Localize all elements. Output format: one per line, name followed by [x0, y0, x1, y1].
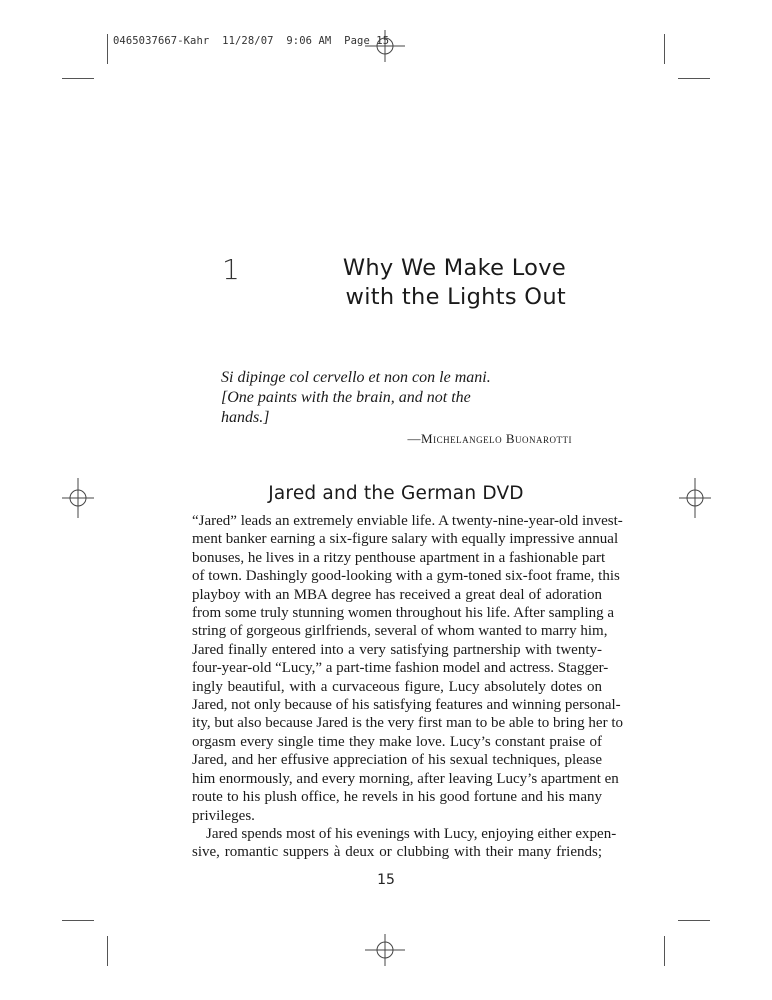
body-line: privileges. [192, 807, 255, 824]
body-line: him enormously, and every morning, after leaving Lucy’s apartment en [192, 770, 619, 787]
body-line: “Jared” leads an extremely enviable life. A twenty-nine-year-old invest- [192, 513, 623, 529]
epigraph [221, 368, 521, 428]
body-line: Jared, and her effusive appreciation of his sexual techniques, please [192, 752, 602, 769]
registration-mark-right-icon [675, 478, 715, 518]
crop-mark-top-left-horizontal [62, 78, 94, 79]
body-line: Jared, not only because of his satisfying features and winning personal- [192, 697, 621, 714]
registration-mark-bottom-icon [365, 930, 405, 970]
body-line: string of gorgeous girlfriends, several of whom wanted to marry him, [192, 623, 608, 640]
epigraph-attribution: —Michelangelo Buonarotti [407, 431, 572, 446]
body-line: bonuses, he lives in a ritzy penthouse apartment in a fashionable part [192, 549, 606, 566]
body-line: of town. Dashingly good-looking with a gym-toned six-foot frame, this [192, 568, 620, 585]
registration-mark-left-icon [58, 478, 98, 518]
crop-mark-bottom-left-horizontal [62, 920, 94, 921]
epigraph-line: [One paints with the brain, and not the [221, 389, 471, 406]
crop-mark-bottom-left-vertical [107, 936, 108, 966]
body-line: ity, but also because Jared is the very first man to be able to bring her to [192, 715, 623, 732]
body-line: playboy with an MBA degree has received a great deal of adoration [192, 586, 602, 603]
crop-mark-top-right-horizontal [678, 78, 710, 79]
epigraph-line: hands.] [221, 409, 270, 426]
crop-mark-top-left-vertical [107, 34, 108, 64]
crop-mark-bottom-right-horizontal [678, 920, 710, 921]
chapter-number: 1 [222, 253, 240, 286]
body-line: from some truly stunning women throughout his life. After sampling a [192, 605, 615, 622]
body-line: orgasm every single time they make love. Lucy’s constant praise of [192, 733, 602, 750]
epigraph-line: Si dipinge col cervello et non con le mani. [221, 369, 491, 386]
chapter-title-line: Why We Make Love [342, 255, 566, 281]
crop-mark-top-right-vertical [664, 34, 665, 64]
registration-mark-top-icon [365, 26, 405, 66]
crop-mark-bottom-right-vertical [664, 936, 665, 966]
body-line: ingly beautiful, with a curvaceous figure, Lucy absolutely dotes on [192, 678, 602, 695]
chapter-title-line: with the Lights Out [345, 284, 566, 310]
body-line: route to his plush office, he revels in his good fortune and his many [192, 789, 602, 806]
body-text [192, 512, 623, 862]
chapter-title [300, 254, 566, 312]
printer-slug-line: 0465037667-Kahr 11/28/07 9:06 AM Page 15 [113, 35, 390, 47]
body-line: sive, romantic suppers à deux or clubbing with their many friends; [192, 844, 602, 861]
body-line: Jared spends most of his evenings with Lucy, enjoying either expen- [206, 825, 617, 842]
body-line: four-year-old “Lucy,” a part-time fashion model and actress. Stagger- [192, 660, 609, 677]
body-line: ment banker earning a six-figure salary with equally impressive annual [192, 531, 619, 548]
section-heading: Jared and the German DVD [268, 483, 524, 504]
page-number: 15 [377, 872, 395, 888]
body-line: Jared finally entered into a very satisfying partnership with twenty- [192, 641, 602, 658]
